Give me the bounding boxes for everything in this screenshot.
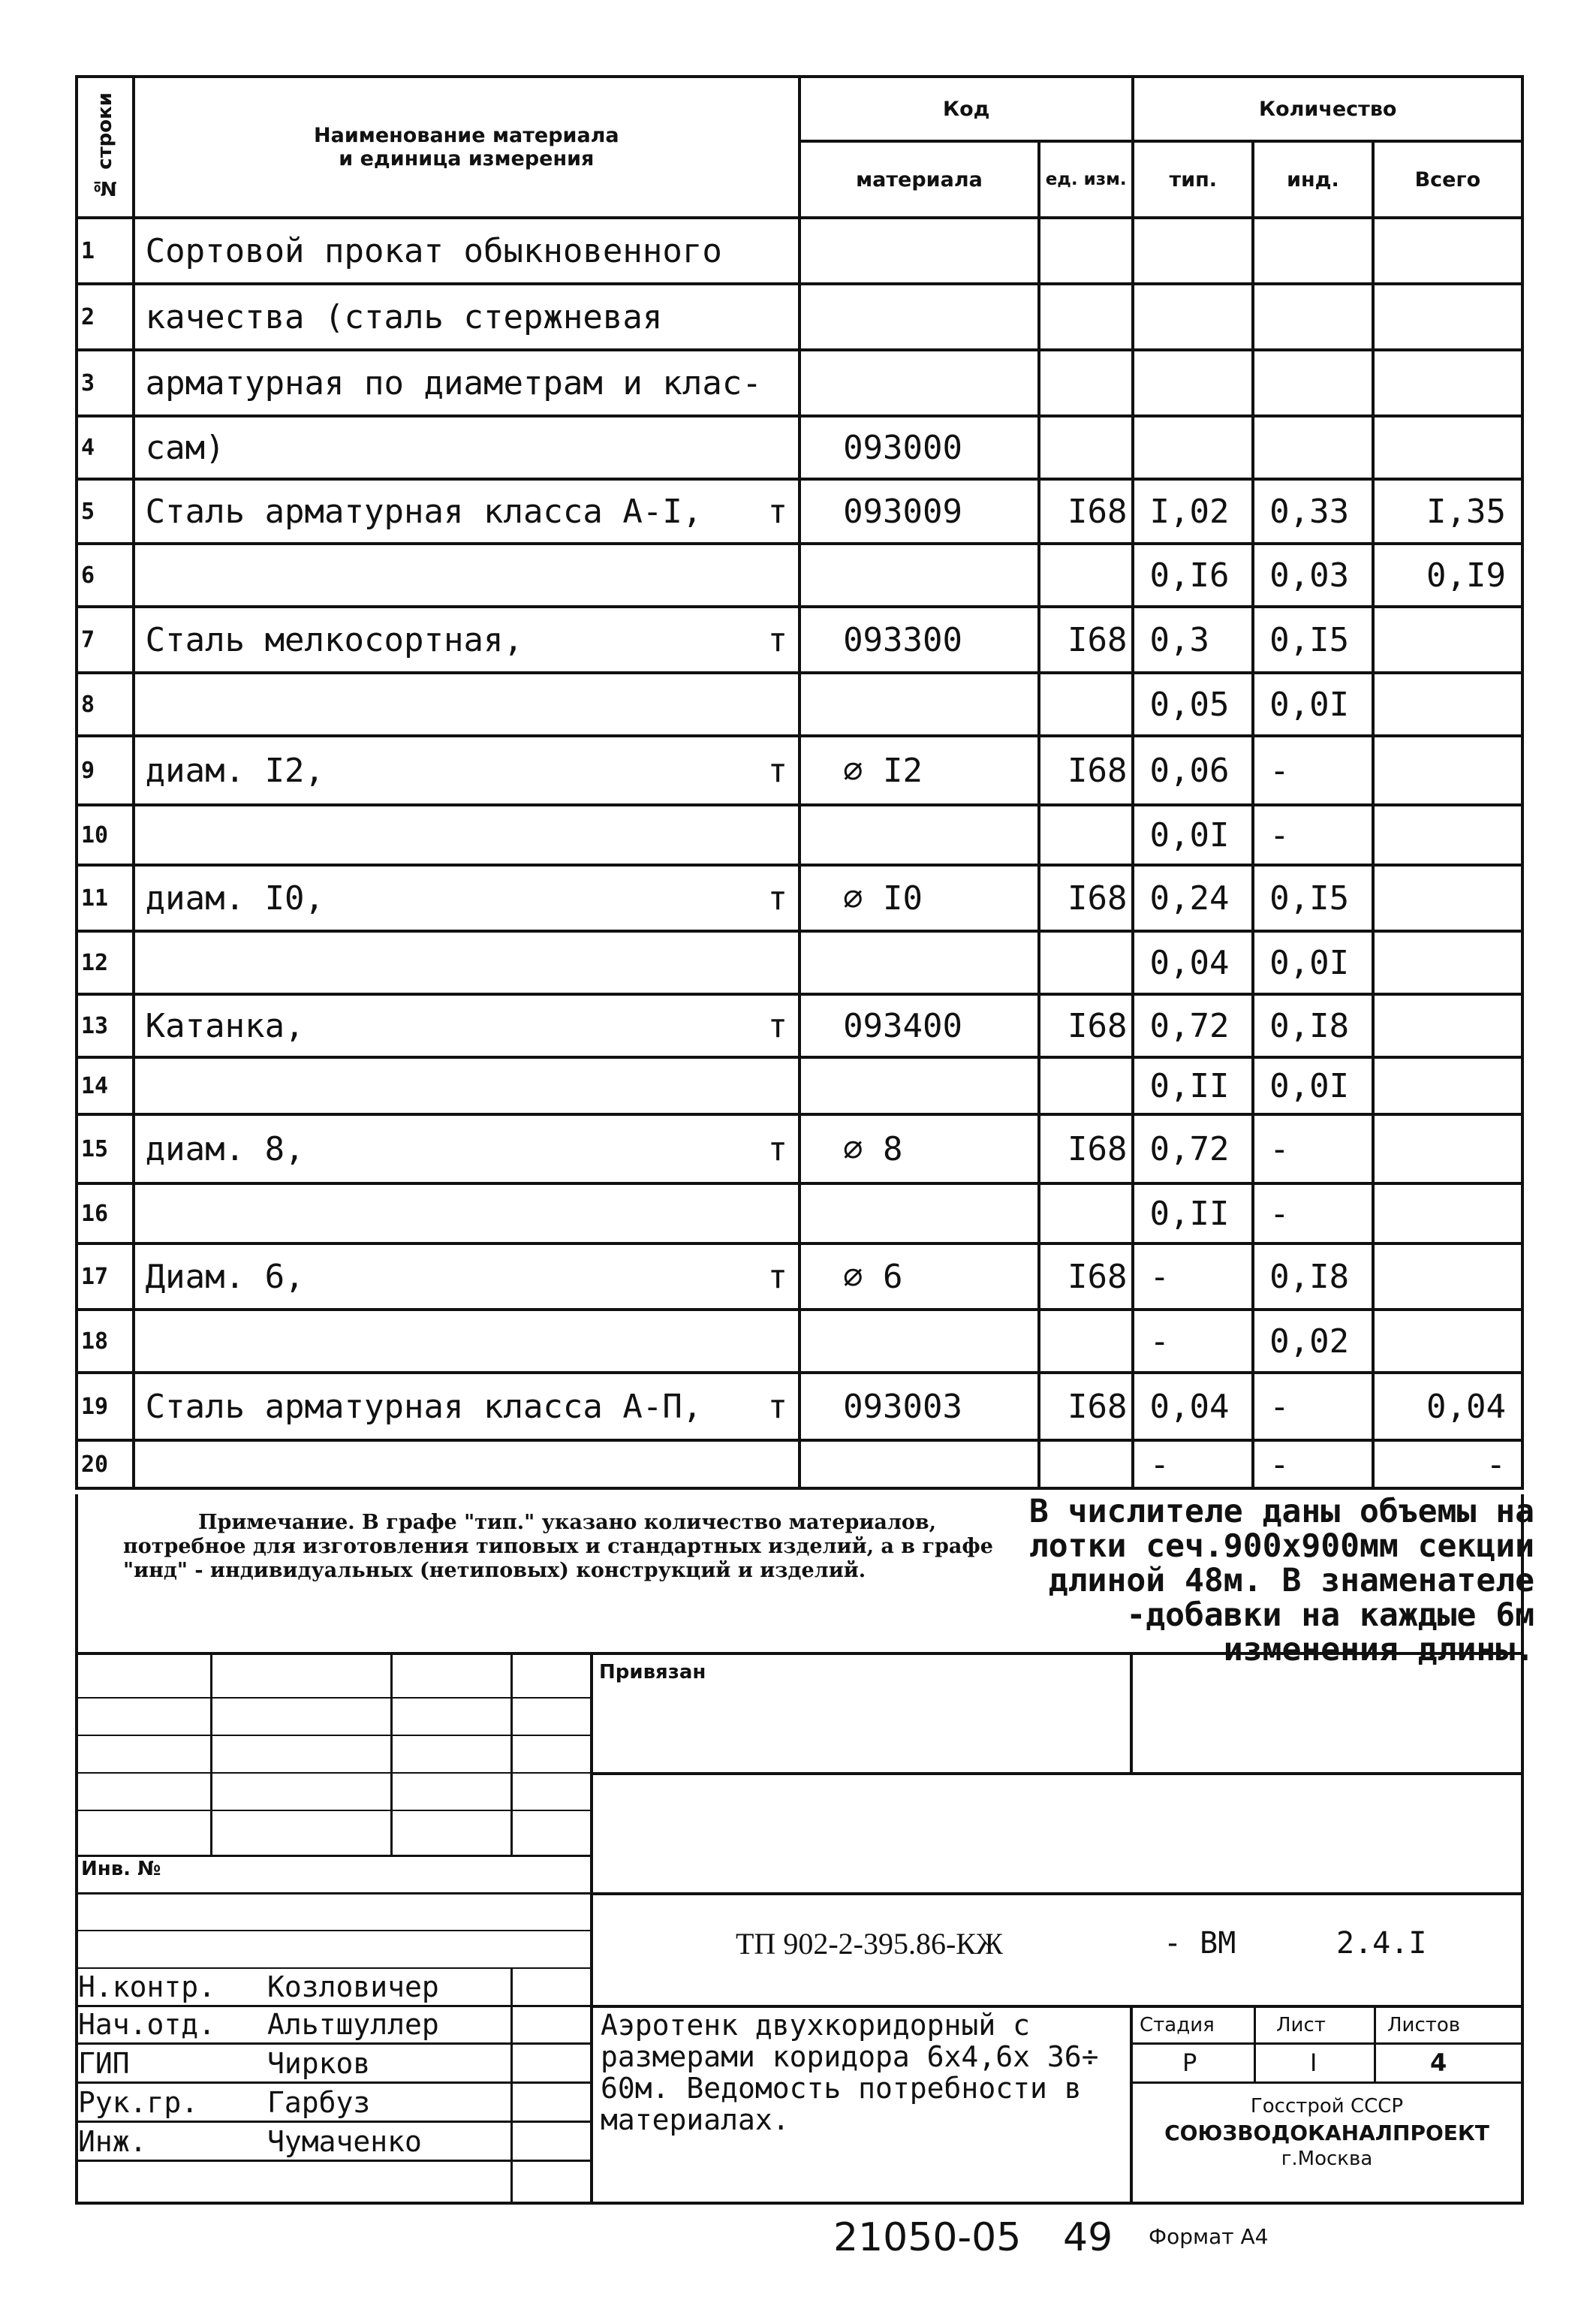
qty-typ-header: тип. — [1133, 141, 1253, 218]
qty-typ: 0,72 — [1149, 1006, 1230, 1045]
org-line-3: г.Москва — [1281, 2148, 1373, 2170]
row-number: 3 — [81, 369, 95, 396]
qty-typ-cell — [1133, 1310, 1253, 1373]
material-code: 093300 — [843, 620, 963, 659]
signer-role: Н.контр. — [78, 1970, 216, 2003]
row-number-cell — [77, 931, 134, 994]
material-code-cell — [800, 736, 1039, 805]
signer-name: Козловичер — [267, 1970, 439, 2003]
qty-typ-cell — [1133, 1183, 1253, 1243]
table-row — [77, 931, 1522, 994]
qty-total-cell — [1373, 1243, 1522, 1310]
unit-code-cell — [1039, 1183, 1134, 1243]
qty-total-cell — [1373, 218, 1522, 284]
qty-total-cell — [1373, 865, 1522, 931]
material-name-cell — [134, 284, 800, 350]
qty-ind-cell — [1253, 1310, 1373, 1373]
material-code: ∅ I2 — [843, 751, 923, 790]
row-number-cell — [77, 994, 134, 1057]
qty-total: 0,I9 — [1426, 556, 1506, 595]
row-number: 5 — [81, 498, 95, 525]
unit-code-cell — [1039, 607, 1134, 673]
material-name-cell — [134, 1310, 800, 1373]
qty-typ-cell — [1133, 1114, 1253, 1183]
qty-typ-cell — [1133, 931, 1253, 994]
quantity-header: Количество — [1133, 77, 1522, 141]
row-number: 14 — [81, 1072, 109, 1099]
qty-ind-cell — [1253, 805, 1373, 865]
signer-role: Нач.отд. — [78, 2008, 216, 2041]
notes-block — [75, 1493, 1534, 1668]
table-row — [77, 1183, 1522, 1243]
qty-total-cell — [1373, 1114, 1522, 1183]
qty-ind-cell — [1253, 736, 1373, 805]
sheets-value: 4 — [1430, 2048, 1447, 2077]
qty-typ: I,02 — [1149, 492, 1230, 531]
material-name-cell — [134, 1440, 800, 1488]
measure-unit: т — [767, 751, 788, 790]
qty-typ-cell — [1133, 1373, 1253, 1440]
signer-role: ГИП — [78, 2047, 130, 2080]
signer-role: Инж. — [78, 2125, 147, 2158]
row-number: 11 — [81, 885, 109, 912]
table-row — [77, 1057, 1522, 1114]
table-row — [77, 1440, 1522, 1488]
qty-ind-cell — [1253, 931, 1373, 994]
qty-total-cell — [1373, 1373, 1522, 1440]
row-number-cell — [77, 1373, 134, 1440]
qty-typ-cell — [1133, 218, 1253, 284]
material-name-cell — [134, 736, 800, 805]
qty-total-cell — [1373, 607, 1522, 673]
row-number-cell — [77, 1057, 134, 1114]
unit-code-cell — [1039, 1440, 1134, 1488]
row-number-cell — [77, 607, 134, 673]
row-number: 20 — [81, 1451, 109, 1478]
qty-ind: - — [1269, 815, 1290, 855]
note-small: Примечание. В графе "тип." указано количество материалов, потребное для изготовления типовых и стандартных изделий, а в графе "инд" - индивидуальных (нетиповых) конструкций и изделий. — [123, 1511, 993, 1582]
qty-ind: 0,0I — [1269, 685, 1350, 724]
material-name: диам. I0, — [145, 879, 325, 918]
qty-ind-header: инд. — [1253, 141, 1373, 218]
row-number-cell — [77, 805, 134, 865]
qty-ind-cell — [1253, 1114, 1373, 1183]
unit-code-cell — [1039, 1310, 1134, 1373]
qty-typ: 0,II — [1149, 1066, 1230, 1105]
qty-total-cell — [1373, 1310, 1522, 1373]
qty-ind-cell — [1253, 479, 1373, 544]
unit-code-cell — [1039, 865, 1134, 931]
row-number-cell — [77, 1243, 134, 1310]
material-name-cell — [134, 416, 800, 479]
unit-code: I68 — [1067, 492, 1128, 531]
table-row — [77, 865, 1522, 931]
table-row — [77, 607, 1522, 673]
measure-unit: т — [767, 1257, 788, 1296]
material-name: качества (сталь стержневая — [145, 297, 663, 336]
qty-ind: - — [1269, 1129, 1290, 1168]
qty-total-cell — [1373, 736, 1522, 805]
row-number-cell — [77, 479, 134, 544]
material-code-cell — [800, 350, 1039, 416]
material-name: Катанка, — [145, 1006, 305, 1045]
measure-unit: т — [767, 492, 788, 531]
material-name: диам. I2, — [145, 751, 325, 790]
qty-typ-cell — [1133, 865, 1253, 931]
row-number: 4 — [81, 434, 95, 461]
unit-code-cell — [1039, 994, 1134, 1057]
unit-code-cell — [1039, 416, 1134, 479]
qty-typ: 0,II — [1149, 1194, 1230, 1233]
qty-ind-cell — [1253, 865, 1373, 931]
material-name: арматурная по диаметрам и клас- — [145, 363, 762, 402]
qty-typ: 0,04 — [1149, 1387, 1230, 1426]
row-number: 18 — [81, 1328, 109, 1355]
unit-code: I68 — [1067, 1129, 1128, 1168]
material-code-cell — [800, 805, 1039, 865]
table-row — [77, 284, 1522, 350]
material-name: сам) — [145, 428, 225, 467]
row-number: 10 — [81, 821, 109, 849]
qty-typ: - — [1149, 1322, 1170, 1361]
table-row — [77, 1310, 1522, 1373]
material-code-cell — [800, 607, 1039, 673]
unit-code: I68 — [1067, 879, 1128, 918]
qty-typ-cell — [1133, 479, 1253, 544]
format-label: Формат А4 — [1149, 2224, 1269, 2249]
row-number-cell — [77, 544, 134, 607]
qty-total-cell — [1373, 994, 1522, 1057]
sheets-label: Листов — [1387, 2014, 1461, 2036]
material-name-cell — [134, 218, 800, 284]
table-row — [77, 1243, 1522, 1310]
sheet-label: Лист — [1276, 2014, 1326, 2036]
material-code-cell — [800, 218, 1039, 284]
table-row — [77, 1373, 1522, 1440]
qty-ind: - — [1269, 1445, 1290, 1484]
row-number: 8 — [81, 691, 95, 718]
signer-name: Гарбуз — [267, 2086, 371, 2119]
material-name-cell — [134, 350, 800, 416]
table-row — [77, 218, 1522, 284]
material-name: Сортовой прокат обыкновенного — [145, 231, 722, 270]
qty-ind: 0,33 — [1269, 492, 1350, 531]
material-name-cell — [134, 1243, 800, 1310]
qty-typ-cell — [1133, 416, 1253, 479]
material-code-cell — [800, 479, 1039, 544]
row-number-cell — [77, 1310, 134, 1373]
qty-typ: 0,3 — [1149, 620, 1209, 659]
qty-ind: 0,I8 — [1269, 1006, 1350, 1045]
material-name-cell — [134, 994, 800, 1057]
unit-code: I68 — [1067, 1387, 1128, 1426]
table-row — [77, 994, 1522, 1057]
row-number-cell — [77, 350, 134, 416]
material-name-cell — [134, 607, 800, 673]
qty-typ: 0,24 — [1149, 879, 1230, 918]
doc-number: 2.4.I — [1336, 1926, 1427, 1961]
qty-typ-cell — [1133, 544, 1253, 607]
qty-ind: 0,02 — [1269, 1322, 1350, 1361]
qty-typ-cell — [1133, 673, 1253, 736]
qty-ind: 0,I5 — [1269, 620, 1350, 659]
measure-unit: т — [767, 620, 788, 659]
qty-ind-cell — [1253, 607, 1373, 673]
qty-typ: 0,05 — [1149, 685, 1230, 724]
qty-total: - — [1486, 1445, 1506, 1484]
unit-code: I68 — [1067, 620, 1128, 659]
signer-name: Чумаченко — [267, 2125, 422, 2158]
row-number: 15 — [81, 1135, 109, 1162]
material-name-cell — [134, 479, 800, 544]
qty-total-cell — [1373, 805, 1522, 865]
qty-typ-cell — [1133, 805, 1253, 865]
archive-stamp: 21050-05 — [833, 2215, 1022, 2260]
material-code: 093000 — [843, 428, 963, 467]
material-code-cell — [800, 544, 1039, 607]
row-number-cell — [77, 736, 134, 805]
row-number-cell — [77, 416, 134, 479]
unit-code-cell — [1039, 1373, 1134, 1440]
doc-code: ТП 902-2-395.86-КЖ — [736, 1927, 1003, 1961]
qty-typ-cell — [1133, 1440, 1253, 1488]
qty-ind-cell — [1253, 1373, 1373, 1440]
table-row — [77, 805, 1522, 865]
qty-ind: 0,03 — [1269, 556, 1350, 595]
qty-ind-cell — [1253, 416, 1373, 479]
qty-total-cell — [1373, 350, 1522, 416]
qty-ind-cell — [1253, 994, 1373, 1057]
stage-label: Стадия — [1140, 2014, 1215, 2036]
privyazan-label: Привязан — [599, 1661, 706, 1684]
note-large: В числителе даны объемы на лотки сеч.900х900мм секции длиной 48м. В знаменателе -добавки на каждые 6м изменения длины. — [1028, 1493, 1534, 1668]
measure-unit: т — [767, 1129, 788, 1168]
qty-typ-cell — [1133, 736, 1253, 805]
qty-ind: - — [1269, 1194, 1290, 1233]
qty-typ-cell — [1133, 284, 1253, 350]
unit-code-cell — [1039, 1243, 1134, 1310]
row-number: 19 — [81, 1393, 109, 1420]
qty-typ: 0,0I — [1149, 815, 1230, 855]
org-line-2: СОЮЗВОДОКАНАЛПРОЕКТ — [1164, 2121, 1489, 2145]
row-number: 1 — [81, 237, 95, 264]
material-code-cell — [800, 1057, 1039, 1114]
qty-total-cell — [1373, 673, 1522, 736]
table-row — [77, 1114, 1522, 1183]
qty-total-cell — [1373, 284, 1522, 350]
qty-ind-cell — [1253, 284, 1373, 350]
qty-total-cell — [1373, 931, 1522, 994]
inv-label: Инв. № — [81, 1858, 161, 1880]
row-number: 13 — [81, 1012, 109, 1039]
material-code-cell — [800, 1243, 1039, 1310]
row-number-cell — [77, 1440, 134, 1488]
material-code: 093009 — [843, 492, 963, 531]
unit-code-cell — [1039, 479, 1134, 544]
material-name-cell — [134, 805, 800, 865]
qty-total-header: Всего — [1373, 141, 1522, 218]
material-name: Сталь арматурная класса А-I, — [145, 492, 703, 531]
signer-role: Рук.гр. — [78, 2086, 199, 2119]
table-row — [77, 673, 1522, 736]
code-unit-header: ед. изм. — [1039, 141, 1134, 218]
unit-code-cell — [1039, 1057, 1134, 1114]
row-number: 6 — [81, 562, 95, 589]
signer-name: Чирков — [267, 2047, 371, 2080]
table-row — [77, 736, 1522, 805]
qty-total-cell — [1373, 1440, 1522, 1488]
table-row — [77, 416, 1522, 479]
unit-code-cell — [1039, 736, 1134, 805]
qty-typ-cell — [1133, 1243, 1253, 1310]
material-name: диам. 8, — [145, 1129, 305, 1168]
qty-total: 0,04 — [1426, 1387, 1506, 1426]
qty-ind: 0,0I — [1269, 1066, 1350, 1105]
qty-total: I,35 — [1426, 492, 1506, 531]
qty-total-cell — [1373, 1057, 1522, 1114]
row-number-cell — [77, 1114, 134, 1183]
material-code: 093003 — [843, 1387, 963, 1426]
qty-ind: 0,0I — [1269, 943, 1350, 982]
material-code: 093400 — [843, 1006, 963, 1045]
qty-typ: - — [1149, 1445, 1170, 1484]
signer-name: Альтшуллер — [267, 2008, 439, 2041]
table-row — [77, 479, 1522, 544]
row-number-cell — [77, 673, 134, 736]
material-code-cell — [800, 284, 1039, 350]
material-code-cell — [800, 1310, 1039, 1373]
material-code-cell — [800, 994, 1039, 1057]
material-name-cell — [134, 931, 800, 994]
unit-code: I68 — [1067, 751, 1128, 790]
qty-total-cell — [1373, 479, 1522, 544]
material-name: Сталь мелкосортная, — [145, 620, 523, 659]
sheet-value: I — [1310, 2048, 1317, 2077]
row-number: 12 — [81, 949, 109, 976]
unit-code-cell — [1039, 931, 1134, 994]
qty-typ: 0,06 — [1149, 751, 1230, 790]
qty-ind-cell — [1253, 1440, 1373, 1488]
material-code: ∅ I0 — [843, 879, 923, 918]
material-name-cell — [134, 1114, 800, 1183]
qty-typ: - — [1149, 1257, 1170, 1296]
qty-ind-cell — [1253, 350, 1373, 416]
qty-typ: 0,04 — [1149, 943, 1230, 982]
row-number: 17 — [81, 1263, 109, 1290]
material-name-header: Наименование материала и единица измерения — [134, 77, 800, 218]
qty-total-cell — [1373, 544, 1522, 607]
material-name-cell — [134, 673, 800, 736]
qty-ind: - — [1269, 751, 1290, 790]
material-code: ∅ 8 — [843, 1129, 903, 1168]
material-code-cell — [800, 865, 1039, 931]
table-row — [77, 544, 1522, 607]
qty-ind-cell — [1253, 218, 1373, 284]
qty-ind: - — [1269, 1387, 1290, 1426]
material-name-cell — [134, 544, 800, 607]
unit-code-cell — [1039, 284, 1134, 350]
code-header: Код — [800, 77, 1133, 141]
row-number: 2 — [81, 303, 95, 330]
qty-ind: 0,I5 — [1269, 879, 1350, 918]
row-number: 16 — [81, 1200, 109, 1227]
material-code-cell — [800, 416, 1039, 479]
qty-ind-cell — [1253, 1243, 1373, 1310]
unit-code-cell — [1039, 805, 1134, 865]
materials-table — [75, 75, 1524, 1490]
code-material-header: материала — [800, 141, 1039, 218]
material-code: ∅ 6 — [843, 1257, 903, 1296]
material-name-cell — [134, 1373, 800, 1440]
qty-ind-cell — [1253, 1183, 1373, 1243]
table-row — [77, 350, 1522, 416]
qty-typ: 0,72 — [1149, 1129, 1230, 1168]
page-number: 49 — [1063, 2215, 1113, 2260]
qty-total-cell — [1373, 416, 1522, 479]
measure-unit: т — [767, 1006, 788, 1045]
qty-typ-cell — [1133, 1057, 1253, 1114]
unit-code-cell — [1039, 673, 1134, 736]
row-number-header: № строки — [77, 77, 134, 218]
unit-code-cell — [1039, 544, 1134, 607]
unit-code-cell — [1039, 1114, 1134, 1183]
qty-ind-cell — [1253, 673, 1373, 736]
measure-unit: т — [767, 1387, 788, 1426]
qty-total-cell — [1373, 1183, 1522, 1243]
material-code-cell — [800, 673, 1039, 736]
stage-value: Р — [1182, 2048, 1197, 2077]
material-code-cell — [800, 1114, 1039, 1183]
material-code-cell — [800, 1440, 1039, 1488]
material-name-cell — [134, 1183, 800, 1243]
unit-code-cell — [1039, 218, 1134, 284]
unit-code: I68 — [1067, 1257, 1128, 1296]
measure-unit: т — [767, 879, 788, 918]
qty-ind-cell — [1253, 544, 1373, 607]
unit-code-cell — [1039, 350, 1134, 416]
qty-ind: 0,I8 — [1269, 1257, 1350, 1296]
row-number-cell — [77, 1183, 134, 1243]
material-name: Сталь арматурная класса А-П, — [145, 1387, 703, 1426]
qty-typ-cell — [1133, 607, 1253, 673]
material-name-cell — [134, 865, 800, 931]
row-number-cell — [77, 218, 134, 284]
document-description: Аэротенк двухкоридорный с размерами коридора 6х4,6х 36÷ 60м. Ведомость потребности в материалах. — [601, 2009, 1099, 2136]
row-number: 7 — [81, 626, 95, 653]
qty-typ-cell — [1133, 994, 1253, 1057]
row-number: 9 — [81, 757, 95, 784]
row-number-cell — [77, 284, 134, 350]
material-name-cell — [134, 1057, 800, 1114]
qty-ind-cell — [1253, 1057, 1373, 1114]
material-code-cell — [800, 931, 1039, 994]
doc-suffix: - ВМ — [1164, 1926, 1236, 1961]
qty-typ: 0,I6 — [1149, 556, 1230, 595]
org-line-1: Госстрой СССР — [1250, 2095, 1404, 2118]
material-code-cell — [800, 1183, 1039, 1243]
qty-typ-cell — [1133, 350, 1253, 416]
material-code-cell — [800, 1373, 1039, 1440]
material-name: Диам. 6, — [145, 1257, 305, 1296]
unit-code: I68 — [1067, 1006, 1128, 1045]
row-number-cell — [77, 865, 134, 931]
